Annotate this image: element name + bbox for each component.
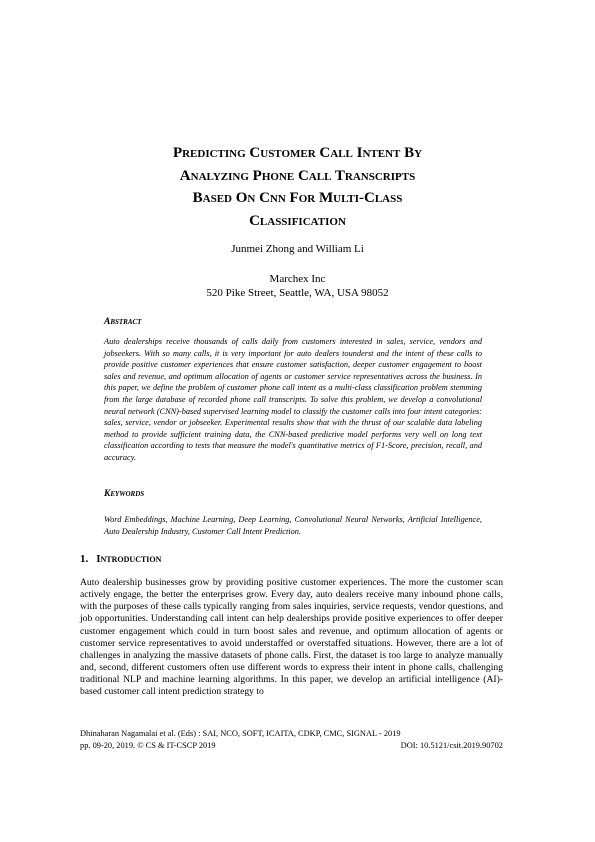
section-number: 1. — [80, 553, 89, 565]
introduction-heading — [80, 552, 161, 566]
affiliation-address: 520 Pike Street, Seattle, WA, USA 98052 — [206, 287, 389, 299]
title-line: Based On Cnn For Multi-Class — [192, 190, 403, 206]
title-line: Classification — [249, 212, 346, 229]
keywords-heading: Keywords — [104, 489, 145, 499]
footer-proceedings: Dhinaharan Nagamalai et al. (Eds) : SAI, NCO, SOFT, ICAITA, CDKP, CMC, SIGNAL - 2019 — [80, 729, 401, 738]
section-title: Introduction — [96, 553, 162, 565]
keywords-text: Word Embeddings, Machine Learning, Deep Learning, Convolutional Neural Networks, Artificial Intelligence, Auto Dealership Industry, Customer Call Intent Prediction. — [104, 515, 482, 536]
paper-title — [80, 142, 515, 232]
affiliation — [80, 272, 515, 300]
footer-pages: pp. 09-20, 2019. © CS & IT-CSCP 2019 — [80, 740, 216, 750]
author-list: Junmei Zhong and William Li — [231, 243, 364, 255]
footer-row — [80, 740, 503, 752]
introduction-text: Auto dealership businesses grow by providing positive customer experiences. The more the customer scan actively engage, the better the enterprises grow. Every day, auto dealers receive many inbound phone calls, with the purposes of these calls typically ranging from sales inquiries, service requests, vendor questions, and job opportunities. Understanding call intent can help dealerships provide positive experiences to offer deeper customer engagement which could in turn boost sales and revenue, and optimum allocation of agents or customer service representatives to avoid understaffed or overstaffed situations. However, there are a lot of challenges in analyzing the massive datasets of phone calls. First, the dataset is too large to analyze manually and, second, different customers often use different words to express their intent in phone calls, challenging traditional NLP and machine learning algorithms. In this paper, we develop an artificial intelligence (AI)-based customer call intent prediction strategy to — [80, 577, 503, 698]
abstract-heading: Abstract — [104, 317, 142, 327]
footer-doi: DOI: 10.5121/csit.2019.90702 — [400, 740, 503, 750]
page-footer — [80, 728, 503, 751]
affiliation-org: Marchex Inc — [269, 273, 326, 285]
title-line: Predicting Customer Call Intent By — [172, 145, 423, 161]
title-line: Analyzing Phone Call Transcripts — [179, 167, 416, 184]
abstract-text: Auto dealerships receive thousands of calls daily from customers interested in sales, service, vendors and jobseekers. With so many calls, it is very important for auto dealers tounderst and the intent of these calls to provide positive customer experiences that ensure customer satisfaction, deeper customer engagement to boost sales and revenue, and optimum allocation of agents or customer service representatives across the business. In this paper, we define the problem of customer phone call intent as a multi-class classification problem stemming from the large database of recorded phone call transcripts. To solve this problem, we develop a convolutional neural network (CNN)-based supervised learning model to classify the customer calls into four intent categories: sales, service, vendor or jobseeker. Experimental results show that with the thrust of our scalable data labeling method to provide sufficient training data, the CNN-based predictive model performs very well on long text classification according to tests that measure the model's quantitative metrics of F1-Score, precision, recall, and accuracy. — [104, 337, 482, 462]
